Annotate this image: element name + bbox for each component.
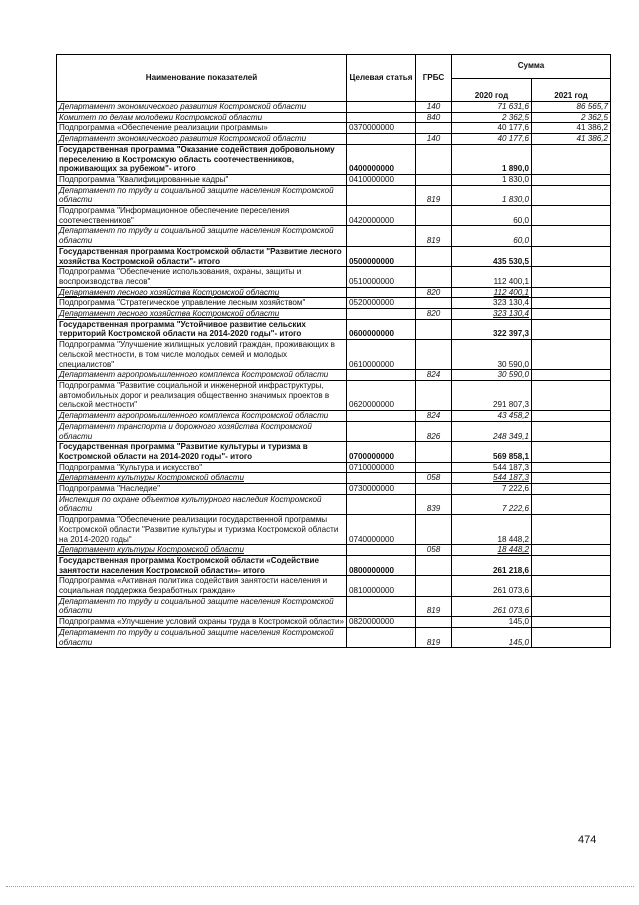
row-target-article: 0620000000 — [347, 380, 416, 410]
row-amount-2020: 60,0 — [452, 226, 532, 246]
table-row — [57, 112, 611, 123]
row-name: Департамент экономического развития Костромской области — [57, 134, 347, 145]
table-row — [57, 596, 611, 616]
table-row — [57, 298, 611, 309]
row-name: Департамент лесного хозяйства Костромской области — [57, 287, 347, 298]
row-amount-2020: 291 807,3 — [452, 380, 532, 410]
row-amount-2021 — [532, 545, 611, 556]
row-target-article — [347, 545, 416, 556]
row-target-article: 0700000000 — [347, 442, 416, 462]
row-target-article — [347, 627, 416, 647]
row-amount-2021 — [532, 287, 611, 298]
row-amount-2020: 544 187,3 — [452, 462, 532, 473]
row-name: Подпрограмма "Улучшение жилищных условий граждан, проживающих в сельской местности, в том числе молодых семей и молодых специалистов" — [57, 340, 347, 370]
row-target-article — [347, 411, 416, 422]
row-amount-2021: 2 362,5 — [532, 112, 611, 123]
table-row — [57, 380, 611, 410]
table-row — [57, 421, 611, 441]
row-name: Подпрограмма «Активная политика содействия занятости населения и социальная поддержка безработных граждан» — [57, 576, 347, 596]
row-name: Департамент культуры Костромской области — [57, 545, 347, 556]
row-amount-2021 — [532, 246, 611, 266]
row-name: Подпрограмма "Информационное обеспечение переселения соотечественников" — [57, 206, 347, 226]
row-amount-2020: 323 130,4 — [452, 309, 532, 320]
row-amount-2020: 323 130,4 — [452, 298, 532, 309]
row-name: Инспекция по охране объектов культурного наследия Костромской области — [57, 494, 347, 514]
row-amount-2021 — [532, 340, 611, 370]
row-target-article — [347, 112, 416, 123]
row-target-article: 0410000000 — [347, 174, 416, 185]
row-amount-2020: 30 590,0 — [452, 370, 532, 381]
table-row — [57, 134, 611, 145]
row-grbs: 058 — [416, 545, 452, 556]
row-name: Государственная программа "Развитие культуры и туризма в Костромской области на 2014-2020 годы"- итого — [57, 442, 347, 462]
row-name: Департамент по труду и социальной защите населения Костромской области — [57, 185, 347, 205]
row-grbs — [416, 267, 452, 287]
row-grbs — [416, 174, 452, 185]
row-grbs: 819 — [416, 226, 452, 246]
row-amount-2021 — [532, 174, 611, 185]
row-target-article — [347, 226, 416, 246]
row-grbs — [416, 246, 452, 266]
row-name: Государственная программа "Устойчивое развитие сельских территорий Костромской области на 2014-2020 годы"- итого — [57, 319, 347, 339]
row-amount-2021 — [532, 421, 611, 441]
row-amount-2021 — [532, 576, 611, 596]
row-name: Государственная программа "Оказание содействия добровольному переселению в Костромскую область соотечественников, проживающих за рубежом"- итого — [57, 144, 347, 174]
header-target-article: Целевая статья — [347, 55, 416, 102]
row-grbs: 824 — [416, 370, 452, 381]
row-target-article — [347, 370, 416, 381]
row-amount-2020: 435 530,5 — [452, 246, 532, 266]
row-name: Подпрограмма «Обеспечение реализации программы» — [57, 123, 347, 134]
row-amount-2021 — [532, 411, 611, 422]
table-row — [57, 246, 611, 266]
row-target-article — [347, 473, 416, 484]
row-amount-2021 — [532, 596, 611, 616]
table-row — [57, 287, 611, 298]
row-amount-2021 — [532, 319, 611, 339]
row-target-article: 0520000000 — [347, 298, 416, 309]
row-amount-2021 — [532, 267, 611, 287]
table-row — [57, 555, 611, 575]
table-row — [57, 226, 611, 246]
row-grbs — [416, 319, 452, 339]
row-target-article: 0420000000 — [347, 206, 416, 226]
row-grbs: 820 — [416, 287, 452, 298]
row-name: Подпрограмма "Развитие социальной и инженерной инфраструктуры, автомобильных дорог и реализация общественно значимых проектов в сельской местности" — [57, 380, 347, 410]
row-amount-2021 — [532, 309, 611, 320]
row-name: Департамент по труду и социальной защите населения Костромской области — [57, 226, 347, 246]
row-target-article: 0740000000 — [347, 515, 416, 545]
table-row — [57, 174, 611, 185]
row-amount-2021 — [532, 226, 611, 246]
page-number: 474 — [578, 834, 597, 846]
row-amount-2021: 41 386,2 — [532, 134, 611, 145]
row-amount-2021 — [532, 555, 611, 575]
header-grbs: ГРБС — [416, 55, 452, 102]
row-amount-2020: 2 362,5 — [452, 112, 532, 123]
row-amount-2021 — [532, 473, 611, 484]
row-amount-2020: 7 222,6 — [452, 494, 532, 514]
row-grbs: 839 — [416, 494, 452, 514]
header-row-top — [57, 55, 611, 79]
row-grbs: 819 — [416, 627, 452, 647]
row-grbs — [416, 206, 452, 226]
row-target-article — [347, 185, 416, 205]
table-row — [57, 494, 611, 514]
table-row — [57, 144, 611, 174]
row-amount-2020: 112 400,1 — [452, 267, 532, 287]
row-amount-2020: 40 177,6 — [452, 123, 532, 134]
row-amount-2021 — [532, 206, 611, 226]
row-amount-2021 — [532, 298, 611, 309]
table-row — [57, 102, 611, 113]
table-row — [57, 319, 611, 339]
row-name: Департамент культуры Костромской области — [57, 473, 347, 484]
row-amount-2020: 145,0 — [452, 627, 532, 647]
row-target-article: 0500000000 — [347, 246, 416, 266]
header-sum: Сумма — [452, 55, 611, 79]
row-target-article — [347, 421, 416, 441]
row-amount-2020: 145,0 — [452, 617, 532, 628]
row-amount-2020: 569 858,1 — [452, 442, 532, 462]
row-amount-2020: 261 073,6 — [452, 576, 532, 596]
row-amount-2021: 41 386,2 — [532, 123, 611, 134]
row-grbs: 820 — [416, 309, 452, 320]
row-amount-2020: 544 187,3 — [452, 473, 532, 484]
row-target-article: 0710000000 — [347, 462, 416, 473]
row-target-article — [347, 287, 416, 298]
row-amount-2021 — [532, 380, 611, 410]
row-grbs: 826 — [416, 421, 452, 441]
row-name: Подпрограмма "Квалифицированные кадры" — [57, 174, 347, 185]
header-year-2021: 2021 год — [532, 78, 611, 102]
row-amount-2020: 43 458,2 — [452, 411, 532, 422]
row-target-article: 0800000000 — [347, 555, 416, 575]
row-target-article: 0400000000 — [347, 144, 416, 174]
row-amount-2020: 261 073,6 — [452, 596, 532, 616]
row-amount-2021 — [532, 144, 611, 174]
row-amount-2021 — [532, 617, 611, 628]
row-amount-2021 — [532, 185, 611, 205]
footer-divider — [6, 886, 634, 887]
row-amount-2020: 40 177,6 — [452, 134, 532, 145]
row-target-article: 0510000000 — [347, 267, 416, 287]
row-target-article: 0600000000 — [347, 319, 416, 339]
budget-table — [56, 54, 611, 648]
table-row — [57, 545, 611, 556]
row-grbs — [416, 555, 452, 575]
row-grbs — [416, 144, 452, 174]
row-grbs — [416, 442, 452, 462]
row-grbs: 840 — [416, 112, 452, 123]
row-amount-2020: 261 218,6 — [452, 555, 532, 575]
row-name: Государственная программа Костромской области «Содействие занятости населения Костромской области»- итого — [57, 555, 347, 575]
row-grbs — [416, 515, 452, 545]
row-grbs: 819 — [416, 185, 452, 205]
table-row — [57, 462, 611, 473]
table-row — [57, 515, 611, 545]
row-name: Подпрограмма "Культура и искусство" — [57, 462, 347, 473]
row-amount-2021 — [532, 484, 611, 495]
row-target-article: 0820000000 — [347, 617, 416, 628]
row-grbs — [416, 123, 452, 134]
row-grbs — [416, 340, 452, 370]
row-amount-2020: 1 890,0 — [452, 144, 532, 174]
row-target-article: 0610000000 — [347, 340, 416, 370]
row-name: Департамент агропромышленного комплекса Костромской области — [57, 370, 347, 381]
row-grbs — [416, 380, 452, 410]
row-amount-2021 — [532, 627, 611, 647]
row-grbs — [416, 576, 452, 596]
row-name: Департамент экономического развития Костромской области — [57, 102, 347, 113]
row-amount-2020: 18 448,2 — [452, 515, 532, 545]
row-name: Государственная программа Костромской области "Развитие лесного хозяйства Костромской области"- итого — [57, 246, 347, 266]
row-amount-2020: 60,0 — [452, 206, 532, 226]
row-amount-2020: 1 830,0 — [452, 185, 532, 205]
row-target-article: 0730000000 — [347, 484, 416, 495]
row-name: Департамент агропромышленного комплекса Костромской области — [57, 411, 347, 422]
row-name: Департамент транспорта и дорожного хозяйства Костромской области — [57, 421, 347, 441]
row-target-article — [347, 309, 416, 320]
row-grbs — [416, 298, 452, 309]
row-name: Департамент по труду и социальной защите населения Костромской области — [57, 596, 347, 616]
header-name: Наименование показателей — [57, 55, 347, 102]
table-row — [57, 206, 611, 226]
row-grbs — [416, 617, 452, 628]
row-amount-2020: 71 631,6 — [452, 102, 532, 113]
table-row — [57, 627, 611, 647]
table-row — [57, 340, 611, 370]
table-row — [57, 123, 611, 134]
row-grbs — [416, 462, 452, 473]
table-row — [57, 617, 611, 628]
table-row — [57, 411, 611, 422]
table-row — [57, 473, 611, 484]
row-amount-2021 — [532, 462, 611, 473]
row-name: Департамент по труду и социальной защите населения Костромской области — [57, 627, 347, 647]
table-row — [57, 370, 611, 381]
row-name: Подпрограмма "Наследие" — [57, 484, 347, 495]
row-name: Подпрограмма "Обеспечение реализации государственной программы Костромской области "Развитие культуры и туризма Костромской области на 2014-2020 годы" — [57, 515, 347, 545]
row-amount-2020: 7 222,6 — [452, 484, 532, 495]
row-grbs: 140 — [416, 134, 452, 145]
row-target-article — [347, 134, 416, 145]
row-amount-2021 — [532, 494, 611, 514]
row-name: Комитет по делам молодежи Костромской области — [57, 112, 347, 123]
table-row — [57, 185, 611, 205]
row-name: Подпрограмма «Улучшение условий охраны труда в Костромской области» — [57, 617, 347, 628]
table-row — [57, 309, 611, 320]
row-amount-2021 — [532, 370, 611, 381]
table-row — [57, 267, 611, 287]
row-grbs — [416, 484, 452, 495]
row-amount-2020: 1 830,0 — [452, 174, 532, 185]
header-year-2020: 2020 год — [452, 78, 532, 102]
row-amount-2021: 86 565,7 — [532, 102, 611, 113]
table-row — [57, 484, 611, 495]
row-grbs: 824 — [416, 411, 452, 422]
table-row — [57, 576, 611, 596]
row-amount-2021 — [532, 515, 611, 545]
row-target-article: 0810000000 — [347, 576, 416, 596]
row-amount-2020: 322 397,3 — [452, 319, 532, 339]
row-target-article — [347, 596, 416, 616]
row-name: Департамент лесного хозяйства Костромской области — [57, 309, 347, 320]
row-amount-2020: 112 400,1 — [452, 287, 532, 298]
row-name: Подпрограмма "Обеспечение использования, охраны, защиты и воспроизводства лесов" — [57, 267, 347, 287]
row-amount-2020: 30 590,0 — [452, 340, 532, 370]
row-name: Подпрограмма "Стратегическое управление лесным хозяйством" — [57, 298, 347, 309]
row-target-article — [347, 494, 416, 514]
table-row — [57, 442, 611, 462]
row-amount-2020: 18 448,2 — [452, 545, 532, 556]
row-target-article — [347, 102, 416, 113]
row-grbs: 140 — [416, 102, 452, 113]
row-amount-2020: 248 349,1 — [452, 421, 532, 441]
table-body — [57, 102, 611, 648]
row-grbs: 819 — [416, 596, 452, 616]
row-amount-2021 — [532, 442, 611, 462]
row-target-article: 0370000000 — [347, 123, 416, 134]
row-grbs: 058 — [416, 473, 452, 484]
